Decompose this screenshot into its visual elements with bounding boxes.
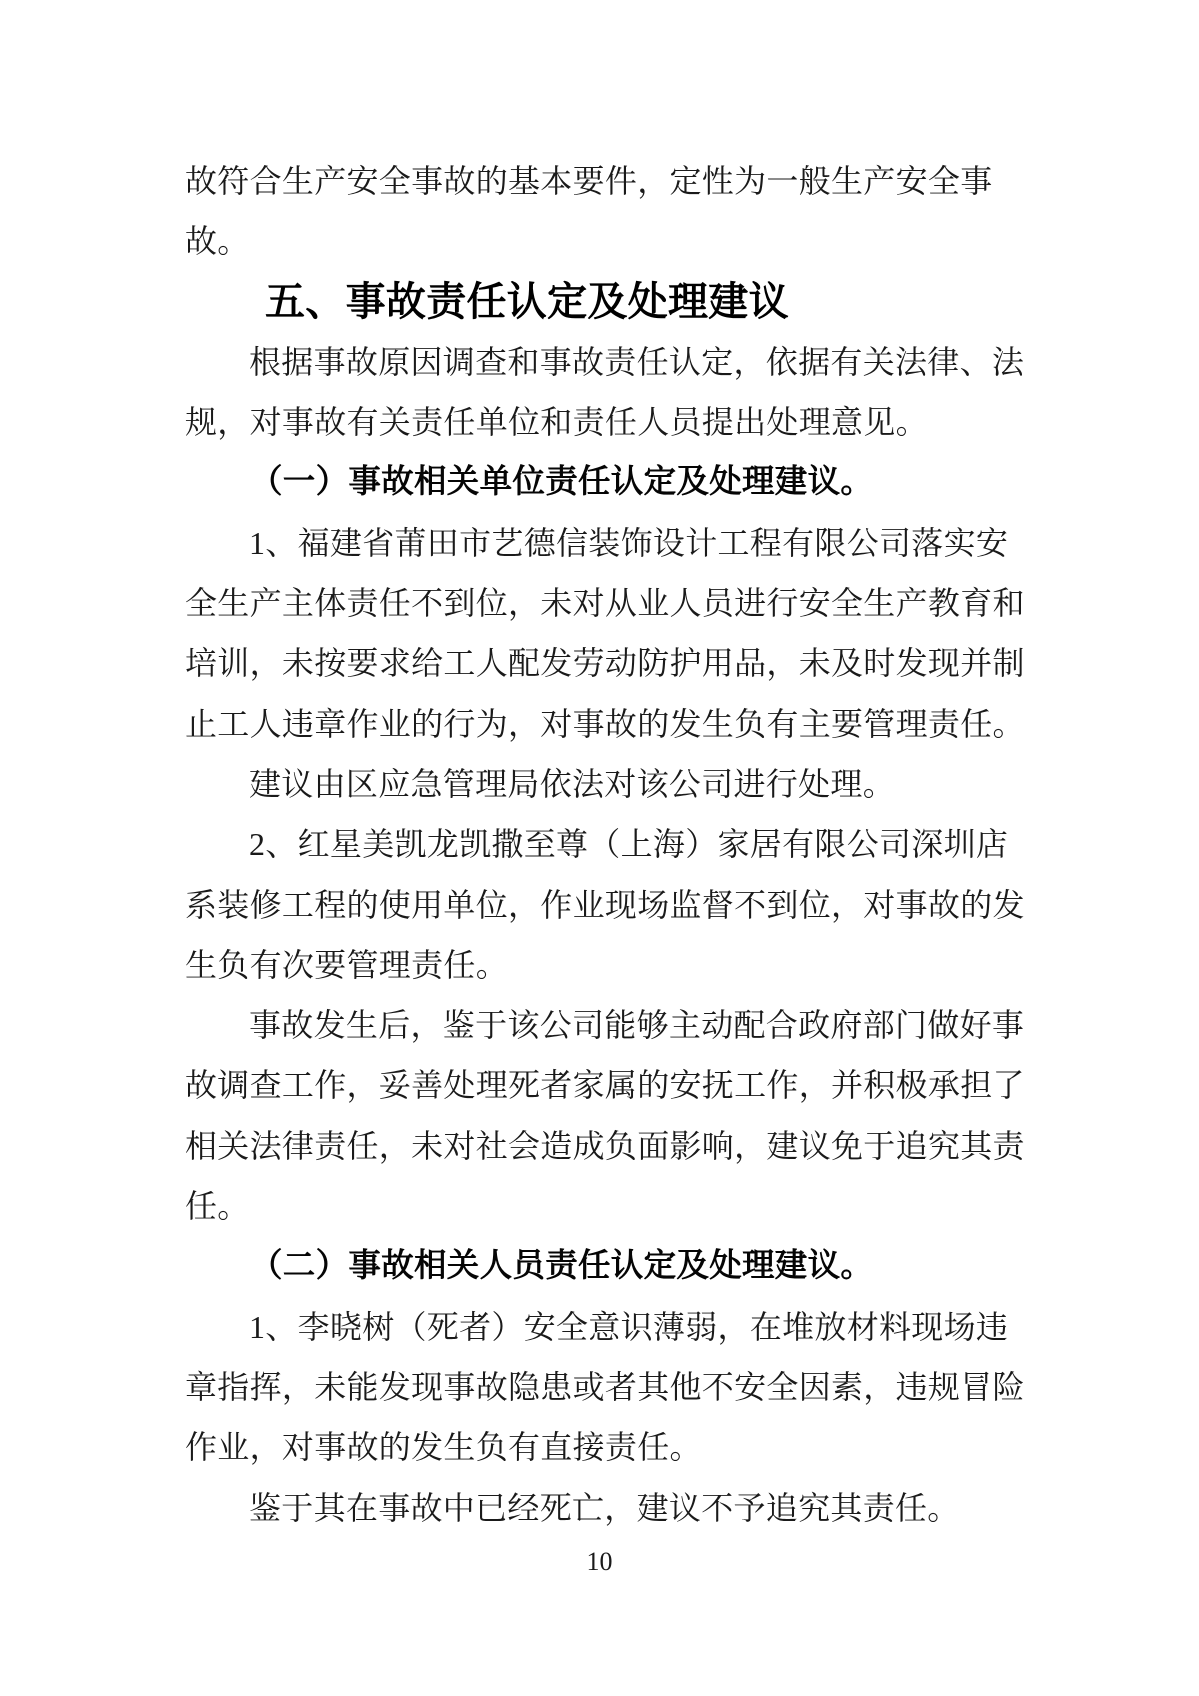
paragraph bbox=[185, 814, 1035, 995]
text-line: 故符合生产安全事故的基本要件，定性为一般生产安全事 bbox=[185, 163, 993, 199]
paragraph bbox=[185, 513, 1035, 754]
text-line: 生负有次要管理责任。 bbox=[185, 946, 509, 983]
page-number: 10 bbox=[586, 1547, 613, 1576]
text-line: 故。 bbox=[185, 223, 250, 260]
text-line: 作业，对事故的发生负有直接责任。 bbox=[185, 1429, 702, 1466]
text-line: 止工人违章作业的行为，对事故的发生负有主要管理责任。 bbox=[185, 705, 1025, 742]
text-line: 任。 bbox=[185, 1188, 250, 1225]
text-line: （一）事故相关单位责任认定及处理建议。 bbox=[250, 464, 874, 501]
text-line: 全生产主体责任不到位，未对从业人员进行安全生产教育和 bbox=[185, 585, 1025, 622]
text-line: 规，对事故有关责任单位和责任人员提出处理意见。 bbox=[185, 404, 928, 441]
text-line: 故调查工作，妥善处理死者家属的安抚工作，并积极承担了 bbox=[185, 1067, 1025, 1104]
paragraph bbox=[185, 1297, 1035, 1478]
subsection-heading bbox=[185, 1236, 1035, 1296]
paragraph bbox=[185, 1478, 1035, 1538]
subsection-heading bbox=[185, 452, 1035, 512]
text-line: 章指挥，未能发现事故隐患或者其他不安全因素，违规冒险 bbox=[185, 1368, 1025, 1405]
text-line: 事故发生后，鉴于该公司能够主动配合政府部门做好事 bbox=[249, 1007, 1025, 1044]
text-line: （二）事故相关人员责任认定及处理建议。 bbox=[250, 1248, 874, 1285]
paragraph bbox=[185, 332, 1035, 453]
text-line: 五、事故责任认定及处理建议 bbox=[265, 279, 789, 324]
text-line: 相关法律责任，未对社会造成负面影响，建议免于追究其责 bbox=[185, 1127, 1025, 1164]
text-line: 2、红星美凯龙凯撒至尊（上海）家居有限公司深圳店 bbox=[249, 826, 1009, 863]
paragraph bbox=[185, 995, 1035, 1236]
text-line: 培训，未按要求给工人配发劳动防护用品，未及时发现并制 bbox=[185, 645, 1025, 682]
section-heading bbox=[185, 272, 1035, 332]
paragraph-continuation bbox=[185, 151, 1035, 272]
text-line: 1、福建省莆田市艺德信装饰设计工程有限公司落实安 bbox=[249, 524, 1009, 561]
paragraph bbox=[185, 754, 1035, 814]
text-line: 1、李晓树（死者）安全意识薄弱，在堆放材料现场违 bbox=[249, 1308, 1009, 1345]
text-line: 系装修工程的使用单位，作业现场监督不到位，对事故的发 bbox=[185, 886, 1025, 923]
text-line: 根据事故原因调查和事故责任认定，依据有关法律、法 bbox=[249, 343, 1025, 380]
text-line: 建议由区应急管理局依法对该公司进行处理。 bbox=[249, 765, 896, 802]
document-body bbox=[185, 151, 1035, 1538]
text-line: 鉴于其在事故中已经死亡，建议不予追究其责任。 bbox=[249, 1489, 960, 1526]
